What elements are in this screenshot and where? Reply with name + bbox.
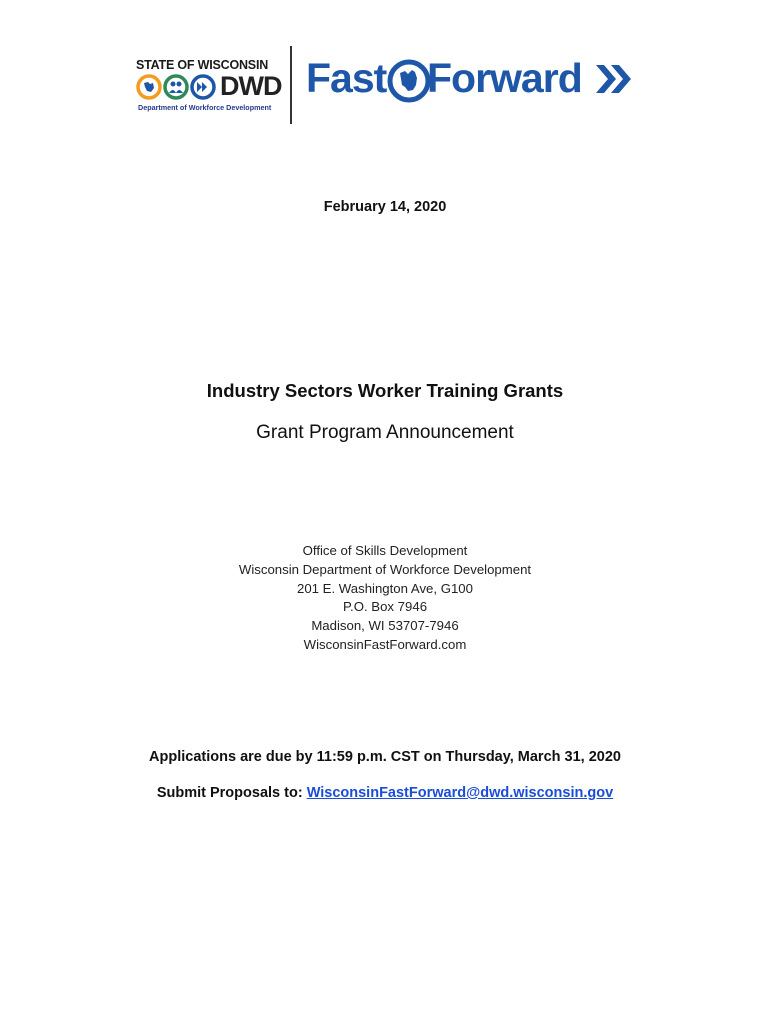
address-po-box: P.O. Box 7946 (342, 599, 428, 615)
document-subtitle: Grant Program Announcement (256, 422, 514, 443)
address-city: Madison, WI 53707-7946 (311, 618, 459, 634)
due-date-notice: Applications are due by 11:59 p.m. CST on Thursday, March 31, 2020 (149, 749, 621, 765)
dwd-letters: DWD (220, 71, 282, 101)
dwd-circles-icon (136, 74, 220, 100)
address-block (0, 542, 770, 655)
address-department: Wisconsin Department of Workforce Development (238, 561, 532, 577)
dwd-logo (136, 58, 282, 118)
dwd-state-text: STATE OF WISCONSIN (136, 58, 269, 72)
dwd-subtitle: Department of Workforce Development (138, 103, 272, 112)
wisconsin-circle-icon (386, 58, 432, 104)
fastforward-logo (306, 54, 636, 114)
submit-line (0, 785, 770, 801)
double-chevron-right-icon (594, 62, 634, 96)
address-office: Office of Skills Development (302, 543, 468, 558)
document-date: February 14, 2020 (323, 199, 447, 215)
address-website: WisconsinFastForward.com (303, 636, 467, 652)
submit-label: Submit Proposals to: (156, 785, 303, 801)
fastforward-word-forward: Forward (427, 55, 582, 101)
address-street: 201 E. Washington Ave, G100 (297, 580, 473, 596)
submit-email-link[interactable]: WisconsinFastForward@dwd.wisconsin.gov (306, 785, 614, 801)
header (0, 40, 770, 130)
logo-divider (290, 46, 292, 124)
document-title: Industry Sectors Worker Training Grants (206, 380, 564, 401)
fastforward-word-fast: Fast (306, 55, 387, 101)
